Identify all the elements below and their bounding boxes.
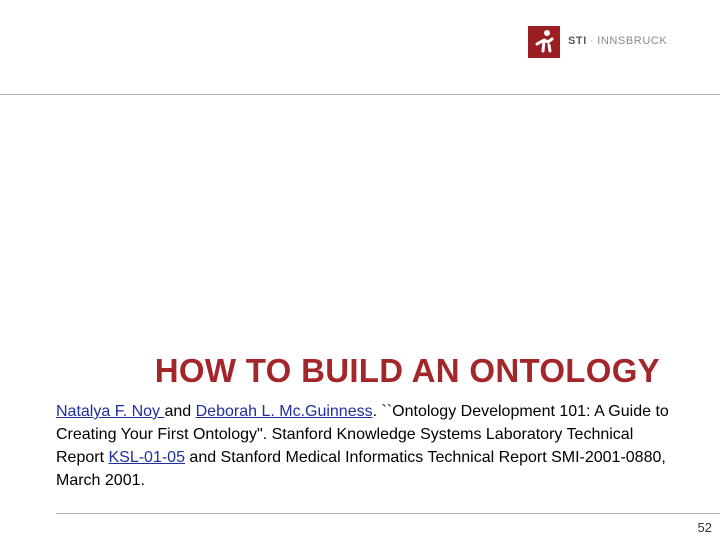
- author-link-mcguinness[interactable]: Deborah L. Mc.Guinness: [195, 403, 373, 420]
- reference-text-1: . ``Ontology Development 101: A Guide to Creating Your First Ontology". Stanford Knowledge Systems Laboratory Technical Report: [56, 403, 669, 466]
- header-divider: [0, 94, 720, 95]
- slide-title: HOW TO BUILD AN ONTOLOGY: [154, 352, 660, 389]
- reference-conjunction: and: [164, 403, 196, 420]
- logo-brand: STI: [568, 35, 587, 47]
- reference-citation: [56, 400, 676, 492]
- author-link-noy[interactable]: Natalya F. Noy: [56, 403, 165, 420]
- logo-location: INNSBRUCK: [597, 35, 668, 47]
- footer-divider: [56, 513, 720, 514]
- report-link-ksl[interactable]: KSL-01-05: [108, 449, 185, 466]
- sti-logo-icon: [528, 26, 560, 58]
- page-number: 52: [697, 520, 712, 535]
- logo-separator: ·: [589, 35, 595, 47]
- reference-text-2: and Stanford Medical Informatics Technical Report SMI-2001-0880, March 2001.: [56, 449, 666, 489]
- logo-wordmark: [568, 35, 667, 47]
